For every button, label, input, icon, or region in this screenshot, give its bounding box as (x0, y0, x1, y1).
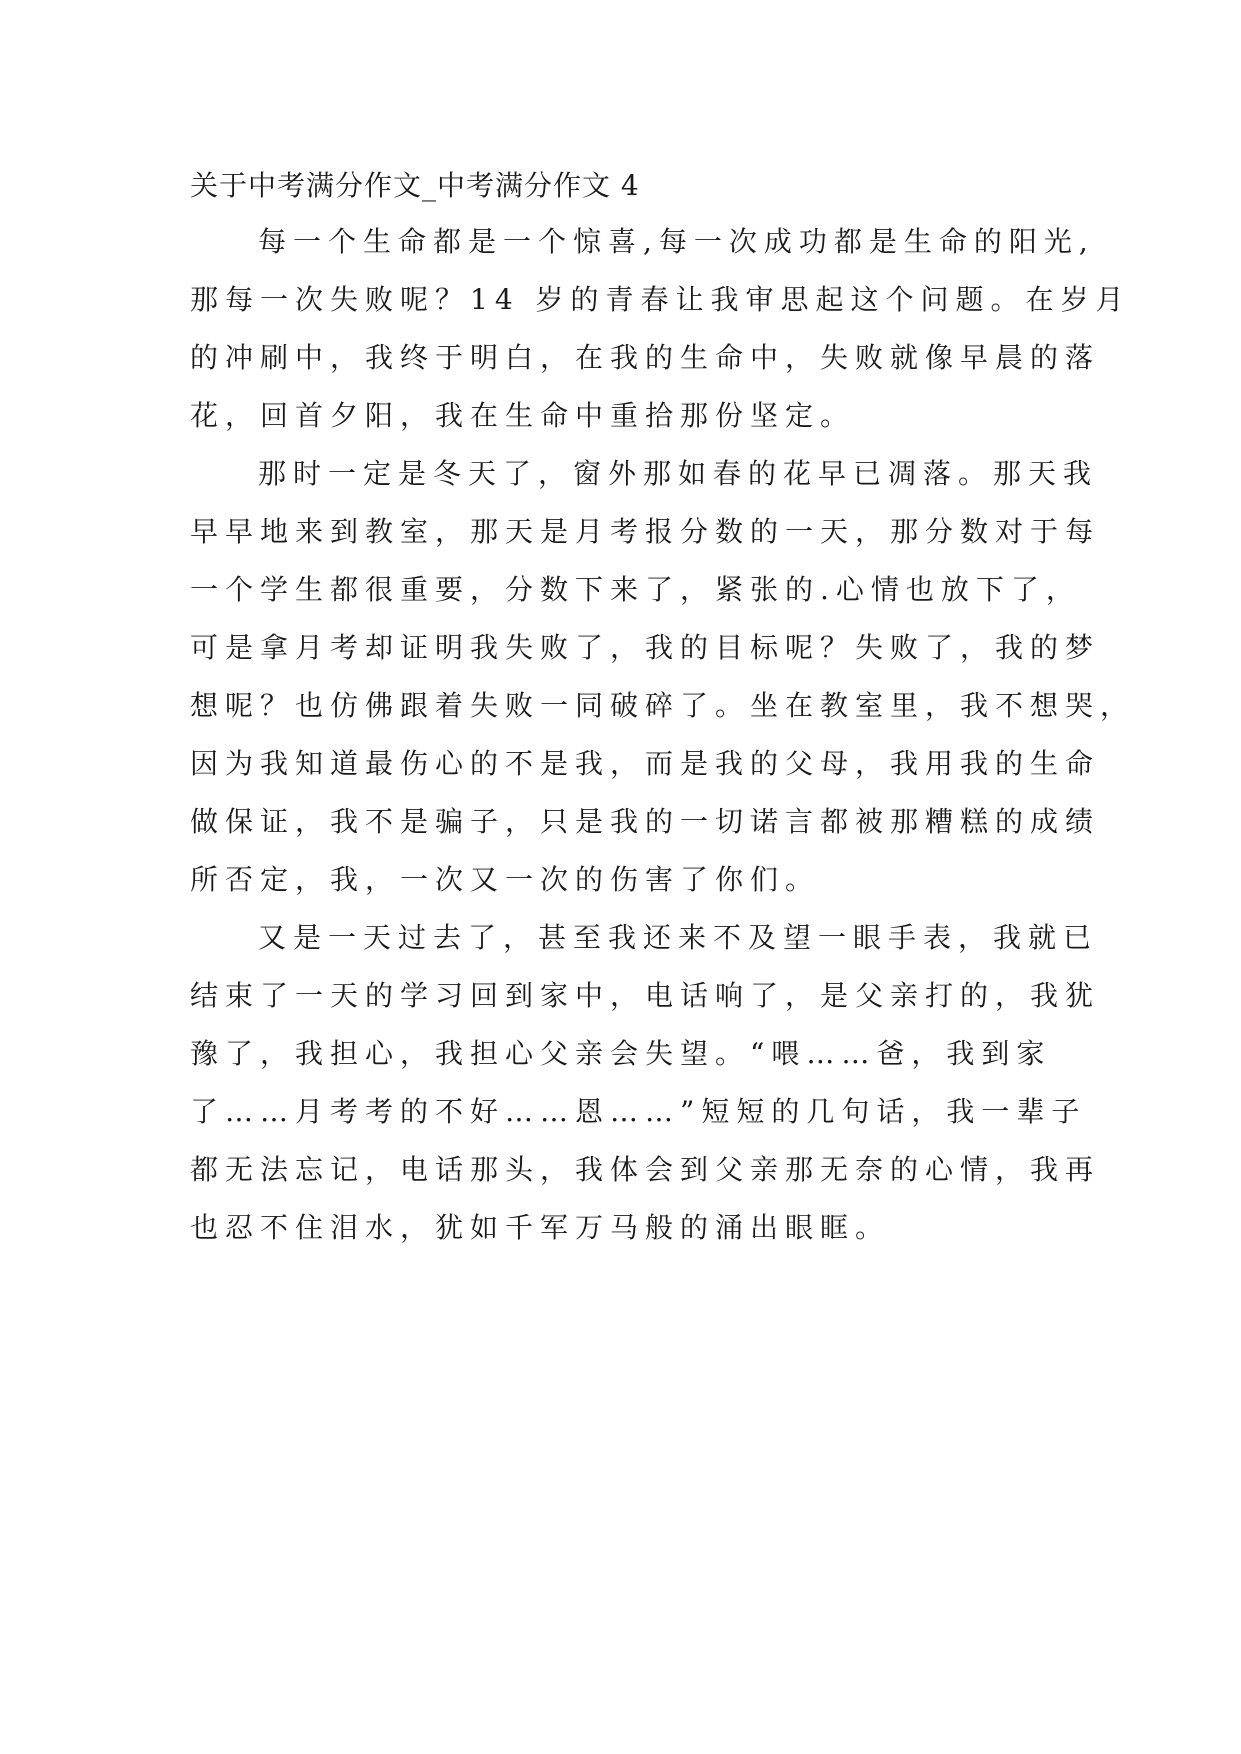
paragraph-3-line-4: 了……月考考的不好……恩……”短短的几句话，我一辈子 (190, 1095, 1087, 1128)
paragraph-1-line-4: 花，回首夕阳，我在生命中重拾那份坚定。 (190, 399, 856, 432)
paragraph-2-line-6: 因为我知道最伤心的不是我，而是我的父母，我用我的生命 (190, 747, 1101, 780)
paragraph-1-line-3: 的冲刷中，我终于明白，在我的生命中，失败就像早晨的落 (190, 341, 1101, 374)
paragraph-2-line-3: 一个学生都很重要，分数下来了，紧张的.心情也放下了， (190, 573, 1081, 606)
paragraph-2-line-2: 早早地来到教室，那天是月考报分数的一天，那分数对于每 (190, 515, 1101, 548)
paragraph-3-line-6: 也忍不住泪水，犹如千军万马般的涌出眼眶。 (190, 1211, 891, 1244)
paragraph-3-line-2: 结束了一天的学习回到家中，电话响了，是父亲打的，我犹 (190, 979, 1101, 1012)
paragraph-2-line-1: 那时一定是冬天了，窗外那如春的花早已凋落。那天我 (258, 457, 1099, 490)
paragraph-3-line-3: 豫了，我担心，我担心父亲会失望。“喂……爸，我到家 (190, 1037, 1052, 1070)
paragraph-2-line-5: 想呢？也仿佛跟着失败一同破碎了。坐在教室里，我不想哭， (190, 689, 1136, 722)
paragraph-2-line-7: 做保证，我不是骗子，只是我的一切诺言都被那糟糕的成绩 (190, 805, 1101, 838)
paragraph-1-line-1: 每一个生命都是一个惊喜,每一次成功都是生命的阳光, (258, 225, 1095, 258)
paragraph-3-line-5: 都无法忘记，电话那头，我体会到父亲那无奈的心情，我再 (190, 1153, 1101, 1186)
paragraph-1-line-2: 那每一次失败呢？14 岁的青春让我审思起这个问题。在岁月 (190, 283, 1131, 316)
document-title: 关于中考满分作文_中考满分作文 4 (190, 169, 640, 202)
paragraph-2-line-4: 可是拿月考却证明我失败了，我的目标呢？失败了，我的梦 (190, 631, 1101, 664)
paragraph-2-line-8: 所否定，我，一次又一次的伤害了你们。 (190, 863, 821, 896)
paragraph-3-line-1: 又是一天过去了，甚至我还来不及望一眼手表，我就已 (258, 921, 1099, 954)
